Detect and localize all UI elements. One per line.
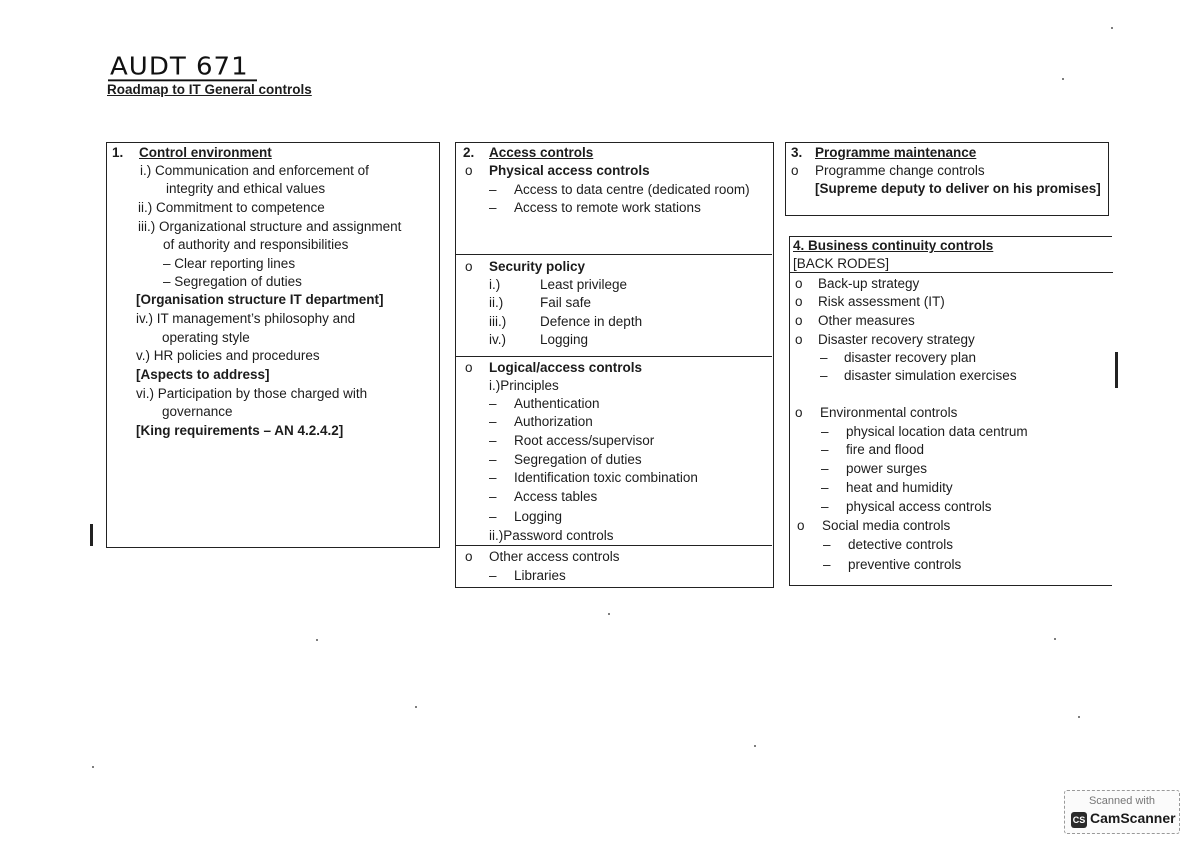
dash-marker: – [489,568,497,583]
bullet-o: o [791,163,799,178]
dash-marker: – [489,489,497,504]
environmental-sub-item: fire and flood [846,442,925,457]
col1-line: [Aspects to address] [136,367,270,382]
physical-access-item: Access to remote work stations [514,200,701,215]
dash-marker: – [489,182,497,197]
environmental-sub-item: physical location data centrum [846,424,1028,439]
dash-marker: – [489,470,497,485]
social-sub-item: preventive controls [848,557,962,572]
dash-marker: – [821,480,829,495]
col1-line: – Segregation of duties [163,274,302,289]
security-item: Logging [540,332,589,347]
environmental-sub-item: heat and humidity [846,480,953,495]
scan-speck [316,639,318,641]
col2-heading-number: 2. [463,145,475,160]
security-item-num: i.) [489,277,501,292]
other-access-title: Other access controls [489,549,620,564]
col1-line: operating style [162,330,250,345]
dash-marker: – [823,557,831,572]
box-right-edge-mark [1115,352,1118,388]
bullet-o: o [465,259,473,274]
dash-marker: – [821,442,829,457]
dash-marker: – [820,368,828,383]
col3-heading: Programme maintenance [815,145,977,160]
col1-line: iv.) IT management’s philosophy and [136,311,356,326]
scanned-with-label: Scanned with [1088,795,1156,807]
divider [455,545,772,546]
security-item: Least privilege [540,277,628,292]
camscanner-name: CamScanner [1090,810,1176,826]
scan-speck [1078,716,1080,718]
col1-line: iii.) Organizational structure and assignment [138,219,402,234]
col1-line: [King requirements – AN 4.2.4.2] [136,423,344,438]
continuity-heading: 4. Business continuity controls [793,238,994,253]
page-subtitle: Roadmap to IT General controls [107,82,312,97]
physical-access-item: Access to data centre (dedicated room) [514,182,750,197]
security-policy-title: Security policy [489,259,586,274]
dash-marker: – [821,424,829,439]
scan-speck [415,706,417,708]
camscanner-logo-icon: CS [1071,812,1087,828]
col1-line: ii.) Commitment to competence [138,200,325,215]
bullet-o: o [465,360,473,375]
social-media-title: Social media controls [822,518,951,533]
physical-access-title: Physical access controls [489,163,650,178]
continuity-item: Back-up strategy [818,276,920,291]
other-access-item: Libraries [514,568,566,583]
scan-speck [1062,78,1064,80]
dash-marker: – [820,350,828,365]
col2-heading: Access controls [489,145,594,160]
bullet-o: o [465,549,473,564]
dash-marker: – [821,499,829,514]
bullet-o: o [797,518,805,533]
environmental-sub-item: power surges [846,461,928,476]
security-item: Defence in depth [540,314,643,329]
security-item-num: iv.) [489,332,506,347]
dash-marker: – [489,509,497,524]
col1-heading-number: 1. [112,145,124,160]
divider [455,356,772,357]
col3-heading-number: 3. [791,145,803,160]
scan-speck [1111,27,1113,29]
bullet-o: o [795,405,803,420]
password-controls-label: ii.)Password controls [489,528,614,543]
scan-speck [754,745,756,747]
col1-line: governance [162,404,233,419]
divider [455,254,772,255]
course-code-handwritten: AUDT 671 [108,55,257,82]
bullet-o: o [465,163,473,178]
col1-line: – Clear reporting lines [163,256,296,271]
maintenance-note: [Supreme deputy to deliver on his promises] [815,181,1101,196]
col1-line: [Organisation structure IT department] [136,292,384,307]
dash-marker: – [821,461,829,476]
col1-line: of authority and responsibilities [163,237,349,252]
dash-marker: – [489,396,497,411]
principles-label: i.)Principles [489,378,559,393]
environmental-title: Environmental controls [820,405,958,420]
logical-item: Segregation of duties [514,452,642,467]
bullet-o: o [795,276,803,291]
environmental-sub-item: physical access controls [846,499,992,514]
logical-item: Access tables [514,489,598,504]
continuity-item: Risk assessment (IT) [818,294,945,309]
col1-heading: Control environment [139,145,272,160]
disaster-sub-item: disaster recovery plan [844,350,977,365]
continuity-item: Disaster recovery strategy [818,332,975,347]
bullet-o: o [795,294,803,309]
scan-speck [92,766,94,768]
col1-line: integrity and ethical values [166,181,326,196]
box-left-edge-mark [90,524,93,546]
logical-item: Identification toxic combination [514,470,698,485]
security-item-num: iii.) [489,314,507,329]
col1-line: v.) HR policies and procedures [136,348,320,363]
security-item: Fail safe [540,295,592,310]
logical-item: Authorization [514,414,593,429]
scan-speck [1054,638,1056,640]
social-sub-item: detective controls [848,537,954,552]
col1-line: i.) Communication and enforcement of [140,163,369,178]
logical-item: Logging [514,509,563,524]
bullet-o: o [795,313,803,328]
bullet-o: o [795,332,803,347]
col1-line: vi.) Participation by those charged with [136,386,368,401]
dash-marker: – [489,452,497,467]
continuity-acronym: [BACK RODES] [793,256,890,271]
security-item-num: ii.) [489,295,504,310]
dash-marker: – [823,537,831,552]
dash-marker: – [489,414,497,429]
dash-marker: – [489,433,497,448]
scan-speck [608,613,610,615]
logical-access-title: Logical/access controls [489,360,643,375]
logical-item: Root access/supervisor [514,433,655,448]
logical-item: Authentication [514,396,600,411]
maintenance-item: Programme change controls [815,163,985,178]
camscanner-watermark [1064,790,1180,834]
disaster-sub-item: disaster simulation exercises [844,368,1017,383]
dash-marker: – [489,200,497,215]
continuity-item: Other measures [818,313,915,328]
